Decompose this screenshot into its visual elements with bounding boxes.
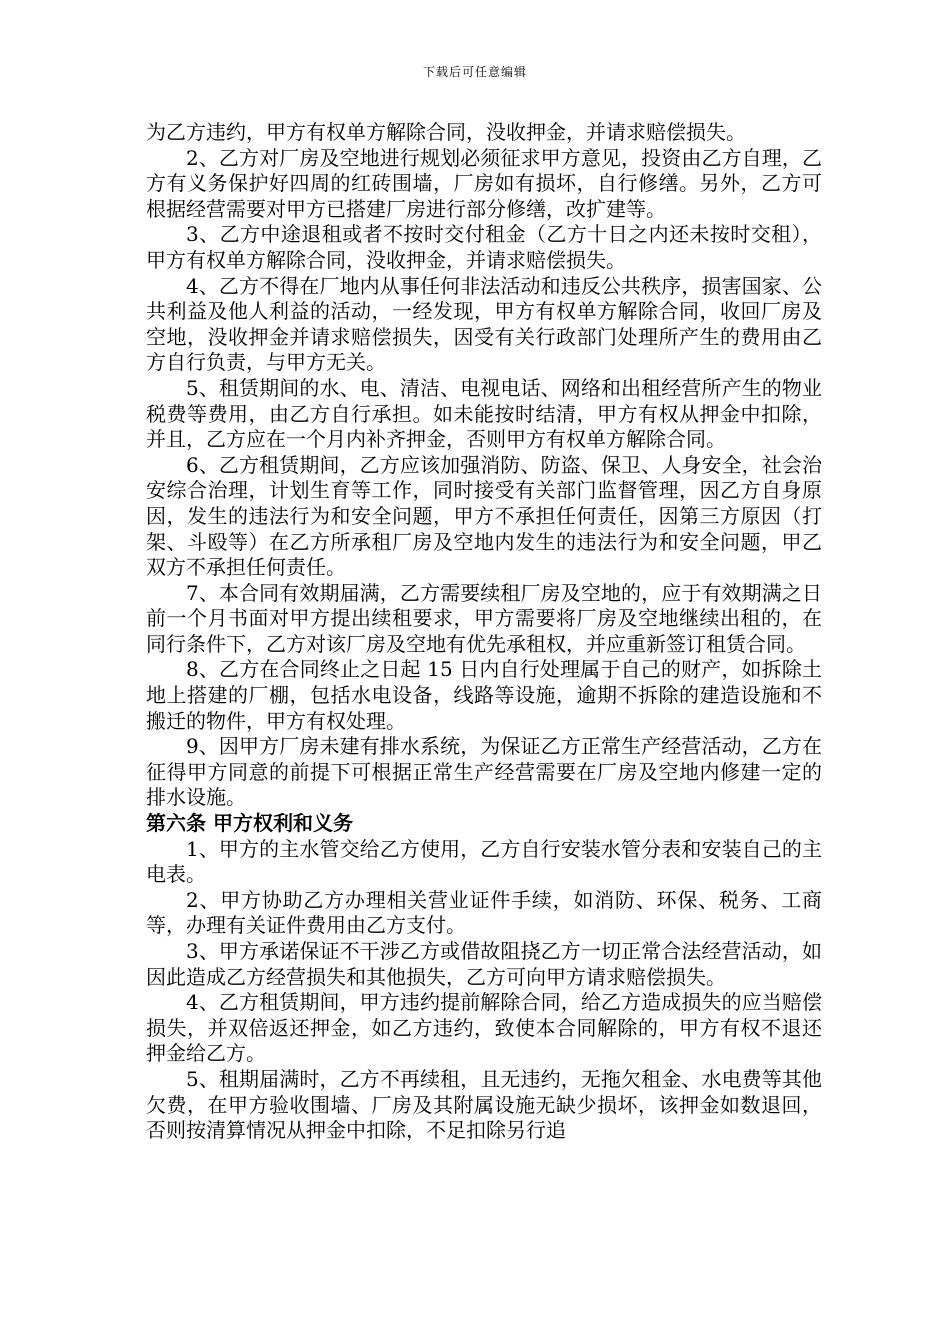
clause-5-3: 3、乙方中途退租或者不按时交付租金（乙方十日之内还未按时交租），甲方有权单方解除合同，没收押金，并请求赔偿损失。 — [146, 222, 822, 272]
clause-6-1: 1、甲方的主水管交给乙方使用，乙方自行安装水管分表和安装自己的主电表。 — [146, 836, 822, 887]
clause-5-8: 8、乙方在合同终止之日起 15 日内自行处理属于自己的财产，如拆除土地上搭建的厂棚，包括水电设备，线路等设施，逾期不拆除的建造设施和不搬迁的物件，甲方有权处理。 — [146, 657, 822, 733]
document-body — [146, 120, 822, 1144]
clause-5-2: 2、乙方对厂房及空地进行规划必须征求甲方意见，投资由乙方自理，乙方有义务保护好四周的红砖围墙，厂房如有损坏，自行修缮。另外，乙方可根据经营需要对甲方已搭建厂房进行部分修缮，改扩建等。 — [146, 145, 822, 221]
intro-paragraph: 为乙方违约，甲方有权单方解除合同，没收押金，并请求赔偿损失。 — [146, 120, 746, 144]
clause-5-6: 6、乙方租赁期间，乙方应该加强消防、防盗、保卫、人身安全，社会治安综合治理，计划生育等工作，同时接受有关部门监督管理，因乙方自身原因，发生的违法行为和安全问题，甲方不承担任何责任，因第三方原因（打架、斗殴等）在乙方所承租厂房及空地内发生的违法行为和安全问题，甲乙双方不承担任何责任。 — [146, 452, 822, 580]
clause-6-5: 5、租期届满时，乙方不再续租，且无违约，无拖欠租金、水电费等其他欠费，在甲方验收围墙、厂房及其附属设施无缺少损坏，该押金如数退回，否则按清算情况从押金中扣除，不足扣除另行追 — [146, 1066, 822, 1143]
section-6-heading: 第六条 甲方权利和义务 — [146, 811, 353, 836]
clause-5-4: 4、乙方不得在厂地内从事任何非法活动和违反公共秩序，损害国家、公共利益及他人利益的活动，一经发现，甲方有权单方解除合同，收回厂房及空地，没收押金并请求赔偿损失，因受有关行政部门处理所产生的费用由乙方自行负责，与甲方无关。 — [146, 273, 822, 375]
clause-6-4: 4、乙方租赁期间，甲方违约提前解除合同，给乙方造成损失的应当赔偿损失，并双倍返还押金，如乙方违约，致使本合同解除的，甲方有权不退还押金给乙方。 — [146, 990, 822, 1066]
clause-6-2: 2、甲方协助乙方办理相关营业证件手续，如消防、环保、税务、工商等，办理有关证件费用由乙方支付。 — [146, 887, 822, 938]
clause-5-7: 7、本合同有效期届满，乙方需要续租厂房及空地的，应于有效期满之日前一个月书面对甲方提出续租要求，甲方需要将厂房及空地继续出租的，在同行条件下，乙方对该厂房及空地有优先承租权，并应重新签订租赁合同。 — [146, 580, 822, 656]
clause-5-5: 5、租赁期间的水、电、清洁、电视电话、网络和出租经营所产生的物业税费等费用，由乙方自行承担。如未能按时结清，甲方有权从押金中扣除，并且，乙方应在一个月内补齐押金，否则甲方有权单方解除合同。 — [146, 375, 822, 452]
clause-5-9: 9、因甲方厂房未建有排水系统，为保证乙方正常生产经营活动，乙方在征得甲方同意的前提下可根据正常生产经营需要在厂房及空地内修建一定的排水设施。 — [146, 734, 822, 810]
clause-6-3: 3、甲方承诺保证不干涉乙方或借故阻挠乙方一切正常合法经营活动，如因此造成乙方经营损失和其他损失，乙方可向甲方请求赔偿损失。 — [146, 939, 822, 989]
page-header: 下载后可任意编辑 — [422, 65, 527, 79]
